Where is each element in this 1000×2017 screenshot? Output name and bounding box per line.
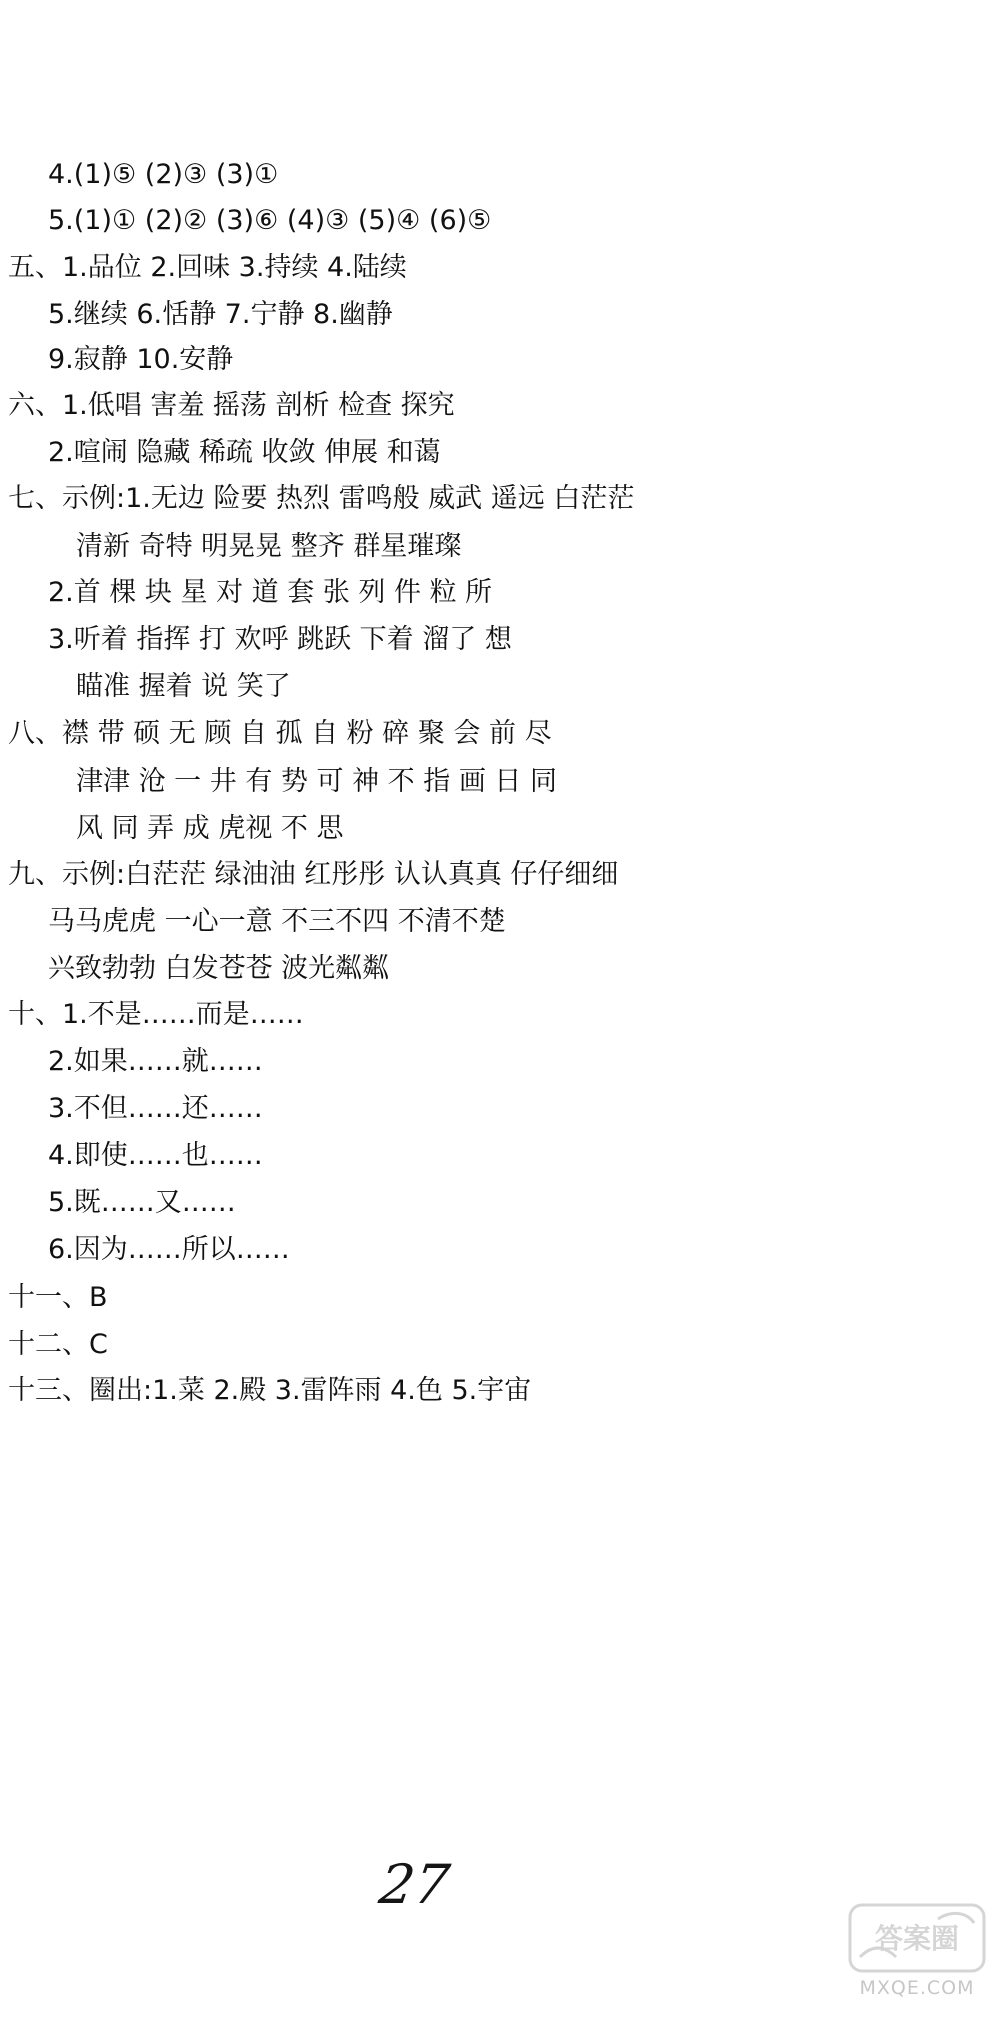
- answer-line-2: 5.(1)① (2)② (3)⑥ (4)③ (5)④ (6)⑤: [48, 205, 492, 236]
- answer-line-1: 4.(1)⑤ (2)③ (3)①: [48, 159, 279, 190]
- page-number: 27: [375, 1853, 454, 1916]
- answer-line-4: 5.继续 6.恬静 7.宁静 8.幽静: [48, 299, 393, 330]
- watermark-url: MXQE.COM: [859, 1977, 975, 1999]
- answer-line-18: 兴致勃勃 白发苍苍 波光粼粼: [48, 953, 390, 984]
- answer-line-26: 十二、C: [8, 1329, 108, 1360]
- answer-line-9: 清新 奇特 明晃晃 整齐 群星璀璨: [76, 531, 462, 562]
- answer-line-17: 马马虎虎 一心一意 不三不四 不清不楚: [48, 906, 506, 937]
- answer-line-12: 瞄准 握着 说 笑了: [76, 671, 291, 702]
- answer-line-16: 九、示例:白茫茫 绿油油 红彤彤 认认真真 仔仔细细: [8, 859, 619, 890]
- answer-line-11: 3.听着 指挥 打 欢呼 跳跃 下着 溜了 想: [48, 624, 512, 655]
- svg-text:答案圈: 答案圈: [874, 1922, 960, 1955]
- answer-line-21: 3.不但……还……: [48, 1093, 263, 1124]
- answer-line-13: 八、襟 带 硕 无 顾 自 孤 自 粉 碎 聚 会 前 尽: [8, 718, 552, 749]
- watermark: [848, 1901, 986, 2009]
- answer-line-24: 6.因为……所以……: [48, 1234, 290, 1265]
- answer-line-8: 七、示例:1.无边 险要 热烈 雷鸣般 威武 遥远 白茫茫: [8, 483, 635, 514]
- answer-line-22: 4.即使……也……: [48, 1140, 263, 1171]
- answer-line-27: 十三、圈出:1.菜 2.殿 3.雷阵雨 4.色 5.宇宙: [8, 1375, 532, 1406]
- answer-line-10: 2.首 棵 块 星 对 道 套 张 列 件 粒 所: [48, 577, 493, 608]
- answer-line-19: 十、1.不是……而是……: [8, 999, 304, 1030]
- answer-line-15: 风 同 弄 成 虎视 不 思: [76, 813, 344, 844]
- answer-line-6: 六、1.低唱 害羞 摇荡 剖析 检查 探究: [8, 390, 455, 421]
- answer-line-7: 2.喧闹 隐藏 稀疏 收敛 伸展 和蔼: [48, 437, 441, 468]
- answer-line-23: 5.既……又……: [48, 1187, 236, 1218]
- answer-line-20: 2.如果……就……: [48, 1046, 263, 1077]
- answer-line-14: 津津 沧 一 井 有 势 可 神 不 指 画 日 同: [76, 766, 557, 797]
- answer-line-5: 9.寂静 10.安静: [48, 344, 234, 375]
- answer-line-3: 五、1.品位 2.回味 3.持续 4.陆续: [8, 252, 407, 283]
- answer-line-25: 十一、B: [8, 1282, 108, 1313]
- watermark-logo-icon: [848, 1901, 986, 1975]
